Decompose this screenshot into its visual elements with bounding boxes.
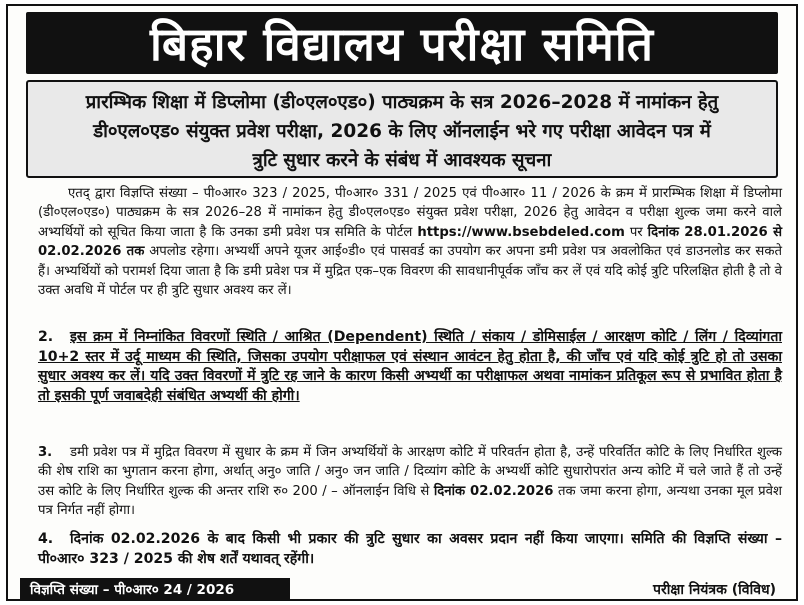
upload-dates: दिनांक 28.01.2026 से 02.02.2026 तक bbox=[38, 224, 783, 260]
notice-page bbox=[6, 4, 798, 601]
paragraph-3-text-b: तक जमा करना होगा, अन्यथा उनका मूल प्रवेश पत्र निर्गत नहीं होगा। bbox=[38, 483, 782, 519]
subject-line-3: त्रुटि सुधार करने के संबंध में आवश्यक सूचना bbox=[252, 150, 552, 171]
masthead-title: बिहार विद्यालय परीक्षा समिति bbox=[26, 12, 778, 74]
subject-line-2: डी०एल०एड० संयुक्त प्रवेश परीक्षा, 2026 के लिए ऑनलाईन भरे गए परीक्षा आवेदन पत्र में bbox=[93, 121, 711, 142]
notice-number-badge: विज्ञप्ति संख्या – पी०आर० 24 / 2026 bbox=[20, 578, 290, 600]
subject-line-1: प्रारम्भिक शिक्षा में डिप्लोमा (डी०एल०एड०) पाठ्यक्रम के सत्र 2026–2028 में नामांकन हेतु bbox=[85, 92, 719, 113]
paragraph-1-text-c: अपलोड रहेगा। अभ्यर्थी अपने यूजर आई०डी० एवं पासवर्ड का उपयोग कर अपना डमी प्रवेश पत्र अवलोकित एवं डाउनलोड कर सकते हैं। अभ्यर्थियों को परामर्श दिया जाता है कि डमी प्रवेश पत्र में मुद्रित एक–एक विवरण की सावधानीपूर्वक जाँच कर लें एवं यदि कोई त्रुटि परिलक्षित होती है तो वे उक्त अवधि में पोर्टल पर ही त्रुटि सुधार अवश्य कर लें। bbox=[38, 244, 782, 299]
paragraph-2-text: इस क्रम में निम्नांकित विवरणों स्थिति / आश्रित (Dependent) स्थिति / संकाय / डोमिसाईल / आरक्षण कोटि / लिंग / दिव्यांगता 10+2 स्तर में उर्दू माध्यम की स्थिति, जिसका उपयोग परीक्षाफल एवं संस्थान आवंटन हेतु होता है, की जाँच एवं यदि कोई त्रुटि हो तो उसका सुधार अवश्य कर लें। यदि उक्त विवरणों में त्रुटि रह जाने के कारण किसी अभ्यर्थी का परीक्षाफल अथवा नामांकन प्रतिकूल रूप से प्रभावित होता है तो इसकी पूर्ण जवाबदेही संबंधित अभ्यर्थी की होगी। bbox=[38, 329, 782, 404]
paragraph-2 bbox=[38, 328, 782, 406]
paragraph-1 bbox=[38, 184, 782, 300]
portal-url: https://www.bsebdeled.com bbox=[417, 224, 625, 240]
paragraph-4-number: 4. bbox=[38, 531, 54, 547]
paragraph-1-text-a: एतद् द्वारा विज्ञप्ति संख्या – पी०आर० 323 / 2025, पी०आर० 331 / 2025 एवं पी०आर० 11 / 2026 के क्रम में प्रारम्भिक शिक्षा में डिप्लोमा (डी०एल०एड०) पाठ्यक्रम के सत्र 2026–28 में नामांकन हेतु डी०एल०एड० संयुक्त प्रवेश परीक्षा, 2026 हेतु आवेदन व परीक्षा शुल्क जमा करने वाले अभ्यर्थियों को सूचित किया जाता है कि उनका डमी प्रवेश पत्र समिति के पोर्टल bbox=[38, 186, 782, 240]
paragraph-2-number: 2. bbox=[38, 329, 54, 345]
paragraph-1-text-b: पर bbox=[629, 224, 643, 240]
paragraph-4 bbox=[38, 530, 782, 569]
subject-box bbox=[26, 80, 778, 178]
paragraph-3-text-a: डमी प्रवेश पत्र में मुद्रित विवरण में सुधार के क्रम में जिन अभ्यर्थियों के आरक्षण कोटि में परिवर्तन होता है, उन्हें परिवर्तित कोटि के लिए निर्धारित शुल्क की शेष राशि का भुगतान करना होगा, अर्थात् अनु० जाति / अनु० जन जाति / दिव्यांग कोटि के अभ्यर्थी कोटि सुधारोपरांत अन्य कोटि में चले जाते हैं तो उन्हें उस कोटि के लिए निर्धारित शुल्क की अन्तर राशि रु० 200 / – ऑनलाईन विधि से bbox=[38, 445, 782, 499]
fee-deadline-date: दिनांक 02.02.2026 bbox=[433, 483, 554, 499]
signatory: परीक्षा नियंत्रक (विविध) bbox=[653, 581, 776, 598]
paragraph-3 bbox=[38, 443, 782, 521]
paragraph-3-number: 3. bbox=[38, 445, 53, 460]
paragraph-4-text: दिनांक 02.02.2026 के बाद किसी भी प्रकार की त्रुटि सुधार का अवसर प्रदान नहीं किया जाएगा। समिति की विज्ञप्ति संख्या – पी०आर० 323 / 2025 की शेष शर्तें यथावत् रहेंगी। bbox=[38, 531, 782, 567]
